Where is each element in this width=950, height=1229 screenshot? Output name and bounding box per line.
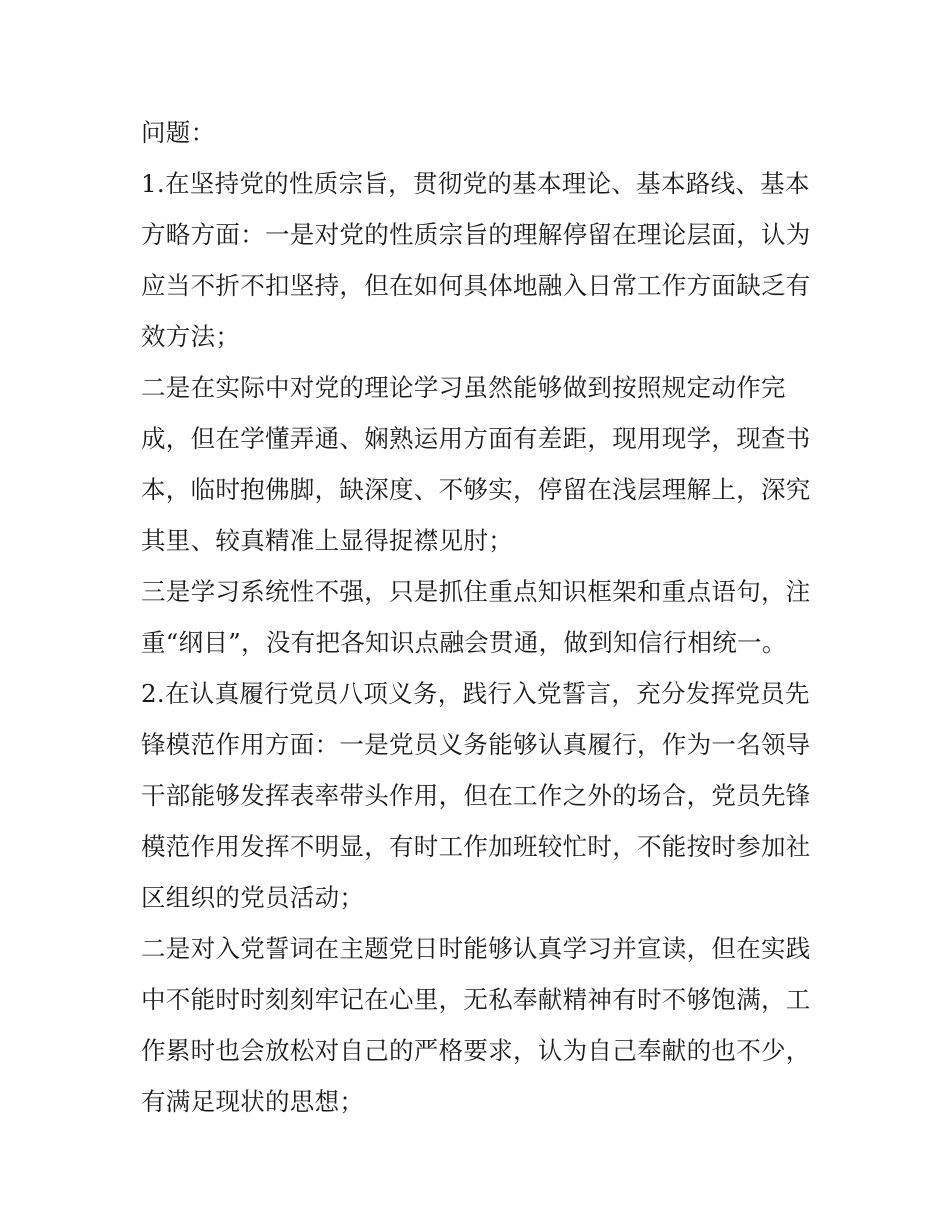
paragraph-point-3: 三是学习系统性不强，只是抓住重点知识框架和重点语句，注 重“纲目”，没有把各知识点融会贯通，做到知信行相统一。 [141, 577, 811, 657]
paragraph-item-2: 2.在认真履行党员八项义务，践行入党誓言，充分发挥党员先 锋模范作用方面：一是党员义务能够认真履行，作为一名领导 干部能够发挥表率带头作用，但在工作之外的场合，党员先锋 模范作用发挥不明显，有时工作加班较忙时，不能按时参加社 区组织的党员活动； [141, 679, 811, 912]
section-heading: 问题： [141, 118, 216, 147]
paragraph-point-2: 二是在实际中对党的理论学习虽然能够做到按照规定动作完 成，但在学懂弄通、娴熟运用方面有差距，现用现学，现查书 本，临时抱佛脚，缺深度、不够实，停留在浅层理解上，深究 其里、较真精准上显得捉襟见肘； [141, 373, 811, 555]
document-body [141, 107, 821, 1127]
paragraph-item-1: 1.在坚持党的性质宗旨，贯彻党的基本理论、基本路线、基本 方略方面：一是对党的性质宗旨的理解停留在理论层面，认为 应当不折不扣坚持，但在如何具体地融入日常工作方面缺乏有 效方法； [141, 169, 811, 351]
paragraph-point-2b: 二是对入党誓词在主题党日时能够认真学习并宣读，但在实践 中不能时时刻刻牢记在心里，无私奉献精神有时不够饱满，工 作累时也会放松对自己的严格要求，认为自己奉献的也不少， 有满足现状的思想； [141, 934, 811, 1116]
